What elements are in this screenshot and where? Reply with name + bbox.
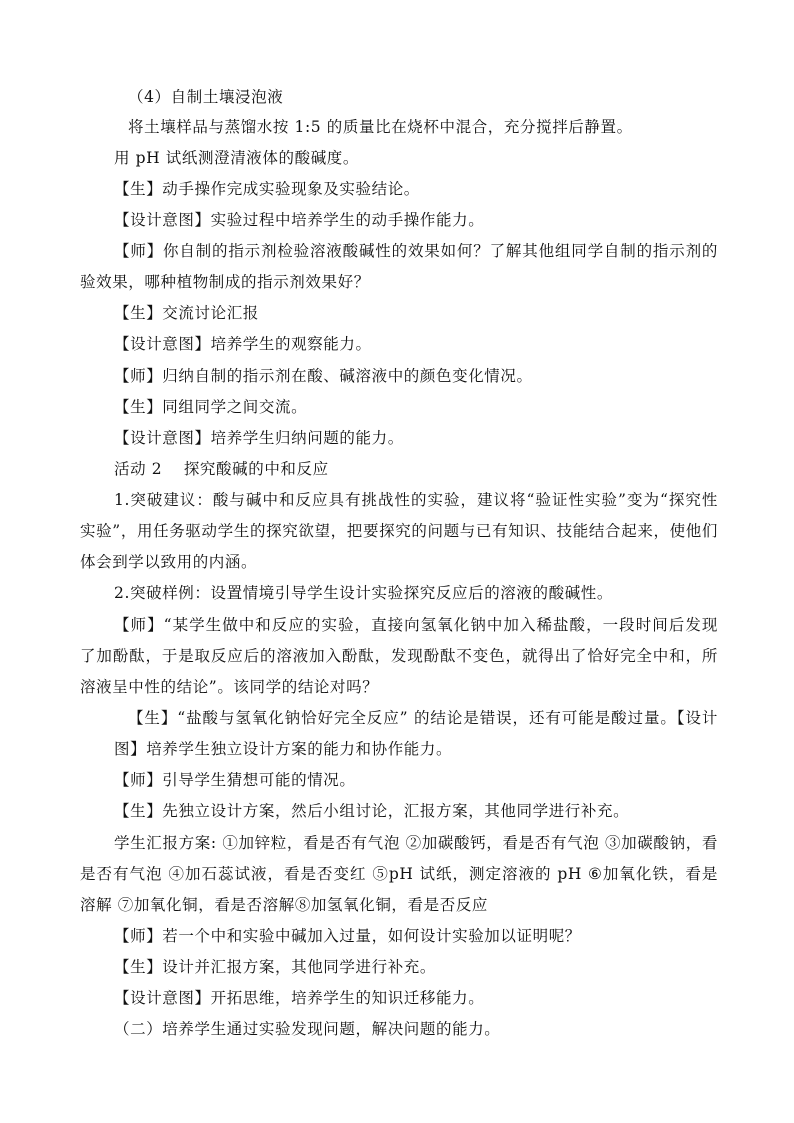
activity-heading: 活动 2 探究酸碱的中和反应 (114, 460, 329, 478)
paragraph-line: 2.突破样例：设置情境引导学生设计实验探究反应后的溶液的酸碱性。 (114, 584, 613, 602)
paragraph-line: 【师】“某学生做中和反应的实验，直接向氢氧化钠中加入稀盐酸，一段时间后发现 (114, 616, 718, 634)
paragraph-line: 实验”，用任务驱动学生的探究欲望，把要探究的问题与已有知识、技能结合起来，使他们 (80, 522, 718, 540)
paragraph-line: 【生】“盐酸与氢氧化钠恰好完全反应” 的结论是错误，还有可能是酸过量。【设计 (128, 709, 718, 727)
paragraph-line: 【师】引导学生猜想可能的情况。 (114, 771, 356, 789)
paragraph-line: 【师】归纳自制的指示剂在酸、碱溶液中的颜色变化情况。 (114, 367, 533, 385)
paragraph-line: 【师】若一个中和实验中碱加入过量，如何设计实验加以证明呢？ (114, 927, 581, 945)
paragraph-line: 1.突破建议：酸与碱中和反应具有挑战性的实验，建议将“验证性实验”变为“探究性 (114, 491, 718, 509)
paragraph-line: 【设计意图】实验过程中培养学生的动手操作能力。 (114, 211, 485, 229)
paragraph-line: 验效果，哪种植物制成的指示剂效果好？ (80, 273, 370, 291)
paragraph-line: 【设计意图】培养学生的观察能力。 (114, 335, 372, 353)
paragraph-line: 【设计意图】开拓思维，培养学生的知识迁移能力。 (114, 989, 485, 1007)
paragraph-line: 溶解 ⑦加氧化铜，看是否溶解⑧加氢氧化铜，看是否反应 (80, 896, 489, 914)
paragraph-line: 【设计意图】培养学生归纳问题的能力。 (114, 429, 404, 447)
paragraph-line: 【生】先独立设计方案，然后小组讨论，汇报方案，其他同学进行补充。 (114, 802, 630, 820)
paragraph-line: 用 pH 试纸测澄清液体的酸碱度。 (114, 149, 359, 167)
paragraph-line: 溶液呈中性的结论”。该同学的结论对吗？ (80, 678, 379, 696)
section-heading-soil-solution: （4）自制土壤浸泡液 (128, 88, 284, 106)
paragraph-line: 体会到学以致用的内涵。 (80, 553, 258, 571)
paragraph-line: 【生】动手操作完成实验现象及实验结论。 (114, 180, 420, 198)
paragraph-line: 是否有气泡 ④加石蕊试液，看是否变红 ⑤pH 试纸，测定溶液的 pH ⑥加氧化铁，看是 (80, 865, 718, 883)
paragraph-line: 【生】设计并汇报方案，其他同学进行补充。 (114, 958, 437, 976)
paragraph-line: 【生】交流讨论汇报 (114, 304, 259, 322)
paragraph-line: 【师】你自制的指示剂检验溶液酸碱性的效果如何？了解其他组同学自制的指示剂的 (114, 242, 718, 260)
paragraph-line: 将土壤样品与蒸馏水按 1:5 的质量比在烧杯中混合，充分搅拌后静置。 (128, 118, 633, 136)
paragraph-line: 图】培养学生独立设计方案的能力和协作能力。 (114, 740, 453, 758)
paragraph-line: 【生】同组同学之间交流。 (114, 398, 308, 416)
paragraph-line: 了加酚酞，于是取反应后的溶液加入酚酞，发现酚酞不变色，就得出了恰好完全中和，所 (80, 647, 718, 665)
paragraph-line: 学生汇报方案: ①加锌粒，看是否有气泡 ②加碳酸钙，看是否有气泡 ③加碳酸钠，看 (114, 834, 718, 852)
section-heading: （二）培养学生通过实验发现问题，解决问题的能力。 (114, 1020, 501, 1038)
